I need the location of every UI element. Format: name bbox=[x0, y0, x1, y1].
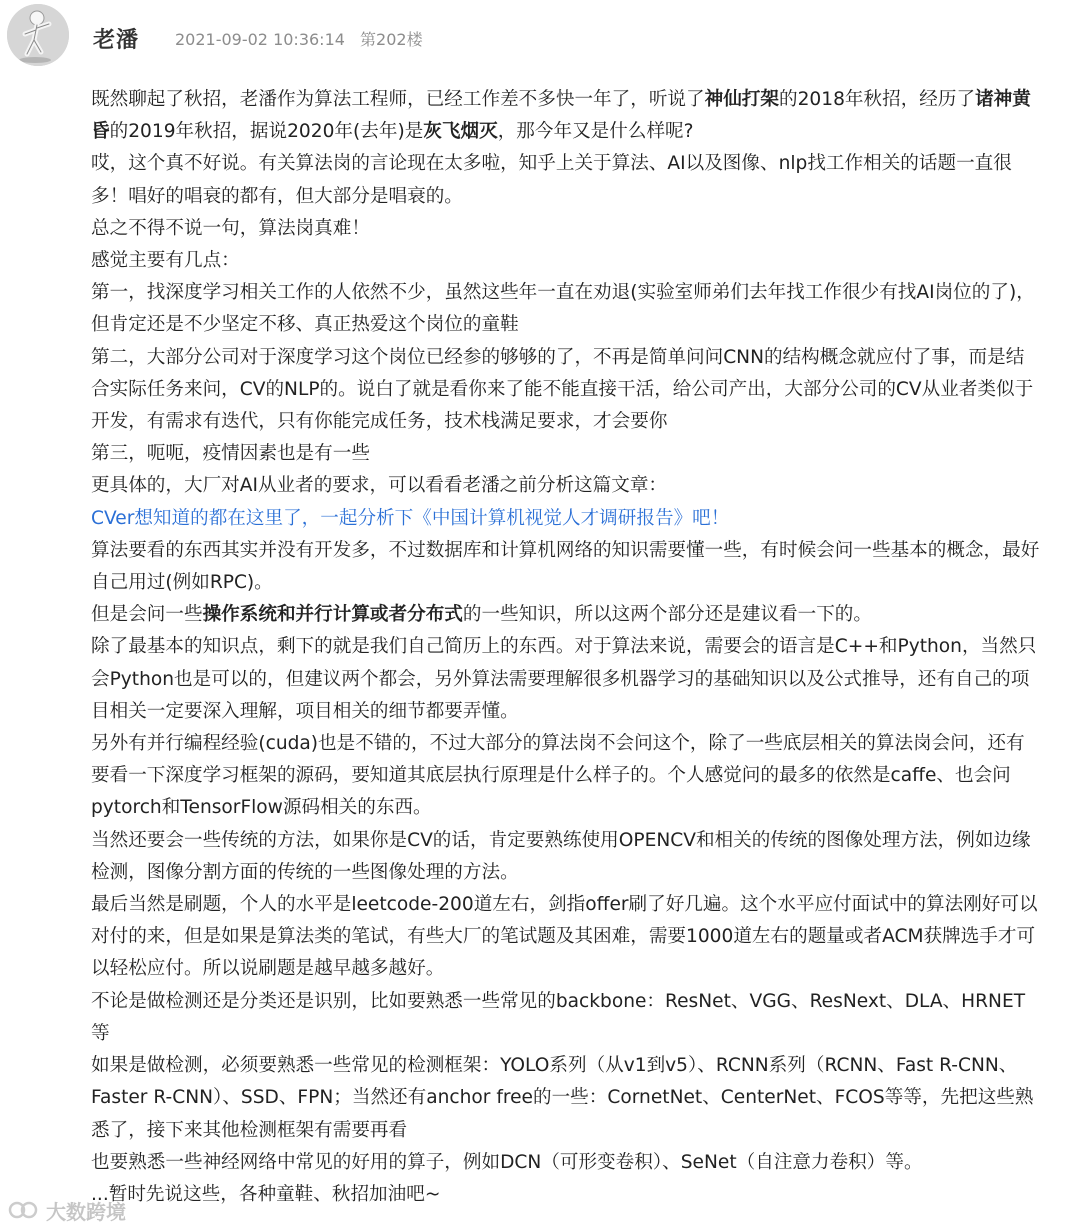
paragraph-text: 的一些知识，所以这两个部分还是建议看一下的。 bbox=[462, 604, 872, 626]
watermark-logo-icon bbox=[8, 1198, 40, 1222]
watermark bbox=[8, 1194, 126, 1226]
paragraph-text: 的2018年秋招，经历了 bbox=[779, 89, 976, 110]
watermark-text: 大数跨境 bbox=[46, 1199, 126, 1224]
paragraph-text: 的2019年秋招，据说2020年(去年)是 bbox=[109, 121, 424, 143]
paragraph bbox=[91, 84, 1041, 148]
paragraph: 也要熟悉一些神经网络中常见的好用的算子，例如DCN（可形变卷积）、SeNet（自注意力卷积）等。 bbox=[91, 1151, 923, 1173]
paragraph: 最后当然是刷题，个人的水平是leetcode-200道左右，剑指offer刷了好几遍。这个水平应付面试中的算法刚好可以对付的来，但是如果是算法类的笔试，有些大厂的笔试题及其困难，需要1000道左右的题量或者ACM获牌选手才可以轻松应付。所以说刷题是越早越多越好。 bbox=[91, 894, 1038, 980]
avatar-figure-icon bbox=[7, 4, 69, 66]
paragraph-text: ，那今年又是什么样呢? bbox=[497, 121, 694, 143]
post-meta bbox=[175, 27, 433, 50]
paragraph: 第二，大部分公司对于深度学习这个岗位已经参的够够的了，不再是简单问问CNN的结构概念就应付了事，而是结合实际任务来问，CV的NLP的。说白了就是看你来了能不能直接干活，给公司产出，大部分公司的CV从业者类似于开发，有需求有迭代，只有你能完成任务，技术栈满足要求，才会要你 bbox=[91, 346, 1034, 433]
post-header bbox=[0, 0, 1080, 80]
paragraph: 另外有并行编程经验(cuda)也是不错的，不过大部分的算法岗不会问这个，除了一些底层相关的算法岗会问，还有要看一下深度学习框架的源码，要知道其底层执行原理是什么样子的。个人感觉问的最多的依然是caffe、也会问pytorch和TensorFlow源码相关的东西。 bbox=[91, 733, 1025, 819]
bold-text: 神仙打架 bbox=[704, 89, 779, 110]
paragraph: 感觉主要有几点： bbox=[91, 250, 240, 272]
post-timestamp: 2021-09-02 10:36:14 bbox=[175, 30, 345, 49]
paragraph bbox=[91, 503, 1041, 535]
paragraph: 当然还要会一些传统的方法，如果你是CV的话，肯定要熟练使用OPENCV和相关的传统的图像处理方法，例如边缘检测，图像分割方面的传统的一些图像处理的方法。 bbox=[91, 829, 1031, 883]
avatar[interactable] bbox=[7, 4, 69, 66]
paragraph: 不论是做检测还是分类还是识别，比如要熟悉一些常见的backbone：ResNet、VGG、ResNext、DLA、HRNET等 bbox=[91, 990, 1026, 1044]
post-floor: 第202楼 bbox=[360, 30, 423, 49]
paragraph: ...暂时先说这些，各种童鞋、秋招加油吧~ bbox=[91, 1183, 441, 1205]
paragraph-text: 既然聊起了秋招，老潘作为算法工程师，已经工作差不多快一年了，听说了 bbox=[91, 89, 705, 110]
paragraph: 第一，找深度学习相关工作的人依然不少，虽然这些年一直在劝退(实验室师弟们去年找工作很少有找AI岗位的了)，但肯定还是不少坚定不移、真正热爱这个岗位的童鞋 bbox=[91, 282, 1035, 336]
paragraph: 算法要看的东西其实并没有开发多，不过数据库和计算机网络的知识需要懂一些，有时候会问一些基本的概念，最好自己用过(例如RPC)。 bbox=[91, 539, 1040, 594]
bold-text: 操作系统和并行计算或者分布式 bbox=[202, 604, 463, 626]
paragraph: 总之不得不说一句，算法岗真难！ bbox=[91, 217, 370, 239]
paragraph: 第三，呃呃，疫情因素也是有一些 bbox=[91, 443, 370, 465]
paragraph: 如果是做检测，必须要熟悉一些常见的检测框架：YOLO系列（从v1到v5）、RCNN系列（RCNN、Fast R-CNN、Faster R-CNN）、SSD、FPN；当然还有anchor free的一些：CornetNet、CenterNet、FCOS等等，先把这些熟悉了，接下来其他检测框架有需要再看 bbox=[91, 1055, 1034, 1141]
bold-text: 诸神黄昏 bbox=[91, 89, 1031, 143]
paragraph: 更具体的，大厂对AI从业者的要求，可以看看老潘之前分析这篇文章： bbox=[91, 475, 668, 497]
paragraph: 除了最基本的知识点，剩下的就是我们自己简历上的东西。对于算法来说，需要会的语言是C++和Python，当然只会Python也是可以的，但建议两个都会，另外算法需要理解很多机器学习的基础知识以及公式推导，还有自己的项目相关一定要深入理解，项目相关的细节都要弄懂。 bbox=[91, 636, 1037, 722]
article-link[interactable]: CVer想知道的都在这里了，一起分析下《中国计算机视觉人才调研报告》吧！ bbox=[91, 507, 730, 529]
paragraph: 哎，这个真不好说。有关算法岗的言论现在太多啦，知乎上关于算法、AI以及图像、nlp找工作相关的话题一直很多！唱好的唱衰的都有，但大部分是唱衰的。 bbox=[91, 153, 1012, 207]
bold-text: 灰飞烟灭 bbox=[423, 121, 498, 143]
author-name[interactable]: 老潘 bbox=[93, 28, 140, 53]
paragraph-text: 但是会问一些 bbox=[91, 604, 203, 626]
post-content bbox=[91, 84, 1041, 1211]
paragraph bbox=[91, 599, 1041, 631]
